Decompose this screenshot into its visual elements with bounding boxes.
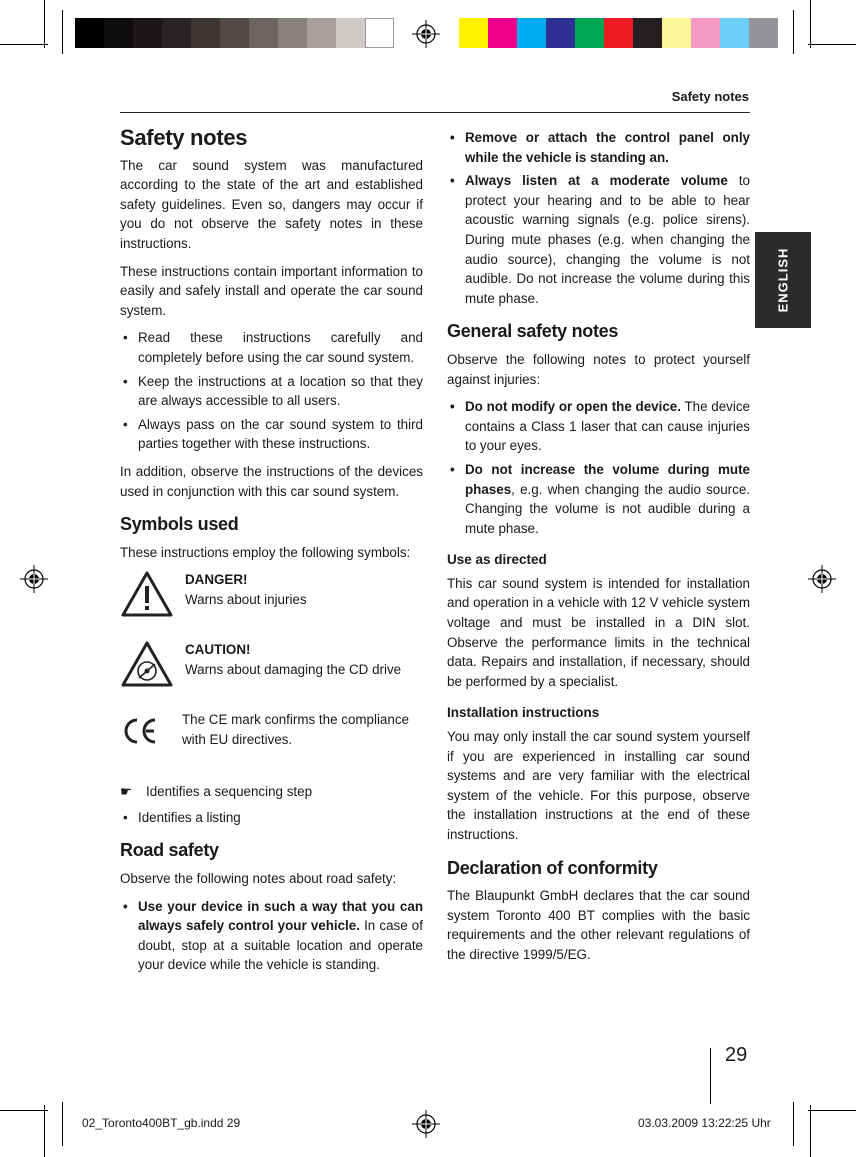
gray-swatch xyxy=(220,18,249,48)
left-column xyxy=(120,125,423,983)
page-number: 29 xyxy=(725,1044,748,1066)
running-header: Safety notes xyxy=(671,89,749,104)
use-as-directed-text: This car sound system is intended for installation and operation in a vehicle with 12 V vehicle system voltage and must be installed in a DIN slot. Observe the performance limits in the technical data. Repairs and installation, if necessary, should be performed by a specialist. xyxy=(447,575,750,689)
list-item: • Read these instructions carefully and completely before using the car sound system. xyxy=(123,330,423,365)
cd-warning-icon xyxy=(120,640,174,688)
caution-symbol-row xyxy=(120,640,423,690)
language-tab-label: ENGLISH xyxy=(775,247,791,313)
crop-mark xyxy=(62,10,63,54)
color-swatch xyxy=(546,18,575,48)
gray-swatch xyxy=(162,18,191,48)
registration-mark-icon xyxy=(412,1110,440,1138)
color-swatch xyxy=(459,18,488,48)
crop-mark xyxy=(44,0,45,48)
caution-title: CAUTION! xyxy=(185,642,251,658)
intro-paragraph: These instructions contain important information to easily and safely install and operate the car sound system. xyxy=(120,263,423,318)
general-safety-intro: Observe the following notes to protect yourself against injuries: xyxy=(447,351,750,387)
list-item: • Always pass on the car sound system to third parties together with these instructions. xyxy=(123,416,423,452)
color-swatch xyxy=(575,18,604,48)
right-column xyxy=(447,128,750,973)
crop-mark xyxy=(808,44,856,45)
crop-mark xyxy=(793,1102,794,1146)
registration-mark-icon xyxy=(412,20,440,48)
gray-swatch xyxy=(133,18,162,48)
list-item: • Remove or attach the control panel only while the vehicle is standing an. xyxy=(450,130,750,165)
crop-mark xyxy=(44,1105,45,1157)
color-swatch xyxy=(749,18,778,48)
gray-swatch xyxy=(307,18,336,48)
ce-mark-icon xyxy=(120,714,160,748)
gray-swatch xyxy=(336,18,365,48)
crop-mark xyxy=(808,1110,856,1111)
installation-text: You may only install the car sound system yourself if you are experienced in installing car sound systems and are very familiar with the electrical system of the vehicle. For this purpose, observe the installation instructions at the end of these instructions. xyxy=(447,729,750,842)
page-title: Safety notes xyxy=(120,125,248,150)
warning-triangle-icon xyxy=(120,570,174,618)
crop-mark xyxy=(62,1102,63,1146)
road-safety-intro: Observe the following notes about road safety: xyxy=(120,871,397,887)
list-item: • Do not modify or open the device. The device contains a Class 1 laser that can cause injuries to your eyes. xyxy=(450,399,750,454)
declaration-heading: Declaration of conformity xyxy=(447,857,658,878)
registration-mark-icon xyxy=(808,565,836,593)
crop-mark xyxy=(810,1105,811,1157)
road-safety-list-continued xyxy=(447,128,750,308)
crop-mark xyxy=(0,44,48,45)
intro-paragraph: The car sound system was manufactured according to the state of the art and established safety guidelines. Even so, dangers may occur if you do not observe the safety notes in these instructions. xyxy=(120,157,423,251)
intro-paragraph: In addition, observe the instructions of the devices used in conjunction with this car sound system. xyxy=(120,463,423,499)
gray-swatch xyxy=(104,18,133,48)
sequence-step-row xyxy=(120,782,423,802)
footer-date: 03.03.2009 13:22:25 Uhr xyxy=(638,1116,771,1130)
header-rule xyxy=(120,112,750,113)
installation-heading: Installation instructions xyxy=(447,705,600,721)
symbols-intro: These instructions employ the following symbols: xyxy=(120,544,411,560)
bullet-icon: • xyxy=(123,809,128,825)
color-swatch xyxy=(691,18,720,48)
registration-mark-icon xyxy=(20,565,48,593)
sequence-step-text: Identifies a sequencing step xyxy=(146,784,313,800)
list-item: • Do not increase the volume during mute phases, e.g. when changing the audio source. Changing the volume is not audible during a mute phase. xyxy=(450,461,750,536)
list-item: • Use your device in such a way that you can always safely control your vehicle. In case of doubt, stop at a suitable location and operate your device while the vehicle is standing. xyxy=(123,898,423,973)
gray-swatch xyxy=(365,18,394,48)
language-tab xyxy=(755,232,811,328)
color-swatch xyxy=(720,18,749,48)
color-swatch xyxy=(604,18,633,48)
symbols-heading: Symbols used xyxy=(120,514,239,535)
crop-mark xyxy=(810,0,811,48)
color-swatch xyxy=(633,18,662,48)
gray-swatch xyxy=(191,18,220,48)
declaration-text: The Blaupunkt GmbH declares that the car sound system Toronto 400 BT complies with the basic requirements and the other relevant regulations of the directive 1999/5/EG. xyxy=(447,888,750,962)
ce-text: The CE mark confirms the compliance with EU directives. xyxy=(182,712,409,747)
crop-mark xyxy=(0,1110,48,1111)
caution-text: Warns about damaging the CD drive xyxy=(185,661,402,677)
crop-mark xyxy=(793,10,794,54)
use-as-directed-heading: Use as directed xyxy=(447,552,547,568)
list-item: • Keep the instructions at a location so that they are always accessible to all users. xyxy=(123,373,423,409)
listing-text: Identifies a listing xyxy=(138,809,241,825)
listing-row xyxy=(120,808,423,828)
ce-symbol-row xyxy=(120,710,423,760)
general-safety-list xyxy=(447,397,750,538)
road-safety-list xyxy=(120,897,423,975)
color-swatch xyxy=(488,18,517,48)
danger-title: DANGER! xyxy=(185,572,248,588)
intro-list xyxy=(120,328,423,454)
road-safety-heading: Road safety xyxy=(120,840,219,861)
gray-swatch xyxy=(75,18,104,48)
footer-file-name: 02_Toronto400BT_gb.indd 29 xyxy=(82,1116,241,1130)
color-swatch xyxy=(662,18,691,48)
pointing-hand-icon: ☛ xyxy=(120,784,133,800)
page-number-rule xyxy=(710,1048,711,1104)
gray-swatch xyxy=(249,18,278,48)
list-item: • Always listen at a moderate volume to protect your hearing and to be able to hear acoustic warning signals (e.g. police sirens). During mute phases (e.g. when changing the audio source), changing the volume is not audible. Do not increase the volume during this mute phase. xyxy=(450,173,750,306)
gray-swatch xyxy=(278,18,307,48)
danger-text: Warns about injuries xyxy=(185,591,307,607)
color-swatch xyxy=(517,18,546,48)
general-safety-heading: General safety notes xyxy=(447,321,619,342)
danger-symbol-row xyxy=(120,570,423,620)
